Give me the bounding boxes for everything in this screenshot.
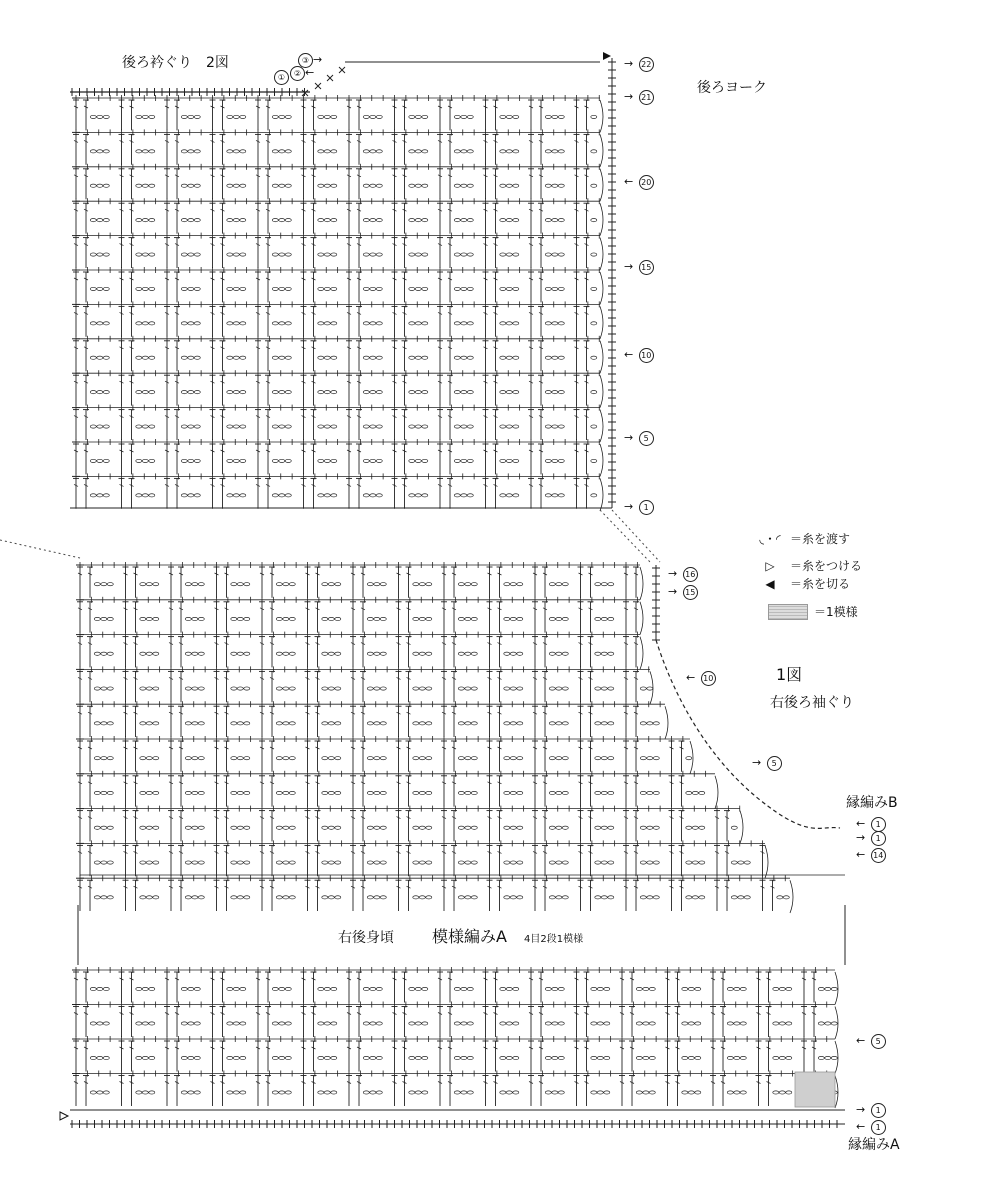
neck-title: 後ろ衿ぐり 2図: [122, 55, 229, 71]
cut-yarn-icon: ◀: [765, 576, 775, 591]
join-yarn-icon: ▷: [765, 558, 775, 573]
row-marker: → 22: [624, 57, 654, 72]
figure1-title: 1図: [776, 665, 803, 684]
yoke-stitch-grid: [70, 58, 616, 511]
row-marker: → 1: [856, 1103, 886, 1118]
body-lower-stitch-grid: [70, 967, 845, 1128]
row-marker: → 5: [752, 756, 782, 771]
legend-one-repeat: [768, 603, 858, 620]
row-marker: → 5: [624, 431, 654, 446]
legend-label: ＝糸を切る: [790, 577, 851, 591]
row-marker: → 15: [624, 260, 654, 275]
row-marker: ② ←: [288, 66, 314, 81]
row-marker: → 15: [668, 585, 698, 600]
row-marker: ← 10: [624, 348, 654, 363]
legend-label: ＝1模様: [814, 605, 858, 619]
edge-b-label: 縁編みB: [846, 795, 898, 811]
pattern-repeat-note: 4目2段1模様: [524, 934, 584, 945]
row-marker: ③ →: [296, 53, 322, 68]
body-upper-stitch-grid: [76, 562, 845, 913]
legend-cut-yarn: [756, 575, 850, 592]
row-marker: ①: [272, 70, 289, 85]
row-marker: → 16: [668, 567, 698, 582]
row-marker: ← 1: [856, 1120, 886, 1135]
legend-carry-yarn: [756, 530, 850, 547]
yoke-title: 後ろヨーク: [697, 80, 767, 96]
row-marker: → 1: [856, 831, 886, 846]
row-marker: ← 1: [856, 817, 886, 832]
edge-a-label: 縁編みA: [848, 1137, 900, 1153]
row-marker: ← 20: [624, 175, 654, 190]
row-marker: ← 10: [686, 671, 716, 686]
legend-label: ＝糸を渡す: [790, 532, 851, 546]
repeat-swatch-icon: [768, 604, 808, 620]
row-marker: → 21: [624, 90, 654, 105]
body-title: 右後身頃: [338, 930, 394, 946]
carry-yarn-icon: ◟・◜: [759, 532, 781, 546]
row-marker: ← 5: [856, 1034, 886, 1049]
pattern-title: 模様編みA: [432, 927, 507, 946]
legend-label: ＝糸をつける: [790, 559, 863, 573]
row-marker: → 1: [624, 500, 654, 515]
row-marker: ← 14: [856, 848, 886, 863]
legend-join-yarn: [756, 557, 862, 574]
armhole-title: 右後ろ袖ぐり: [770, 695, 854, 711]
